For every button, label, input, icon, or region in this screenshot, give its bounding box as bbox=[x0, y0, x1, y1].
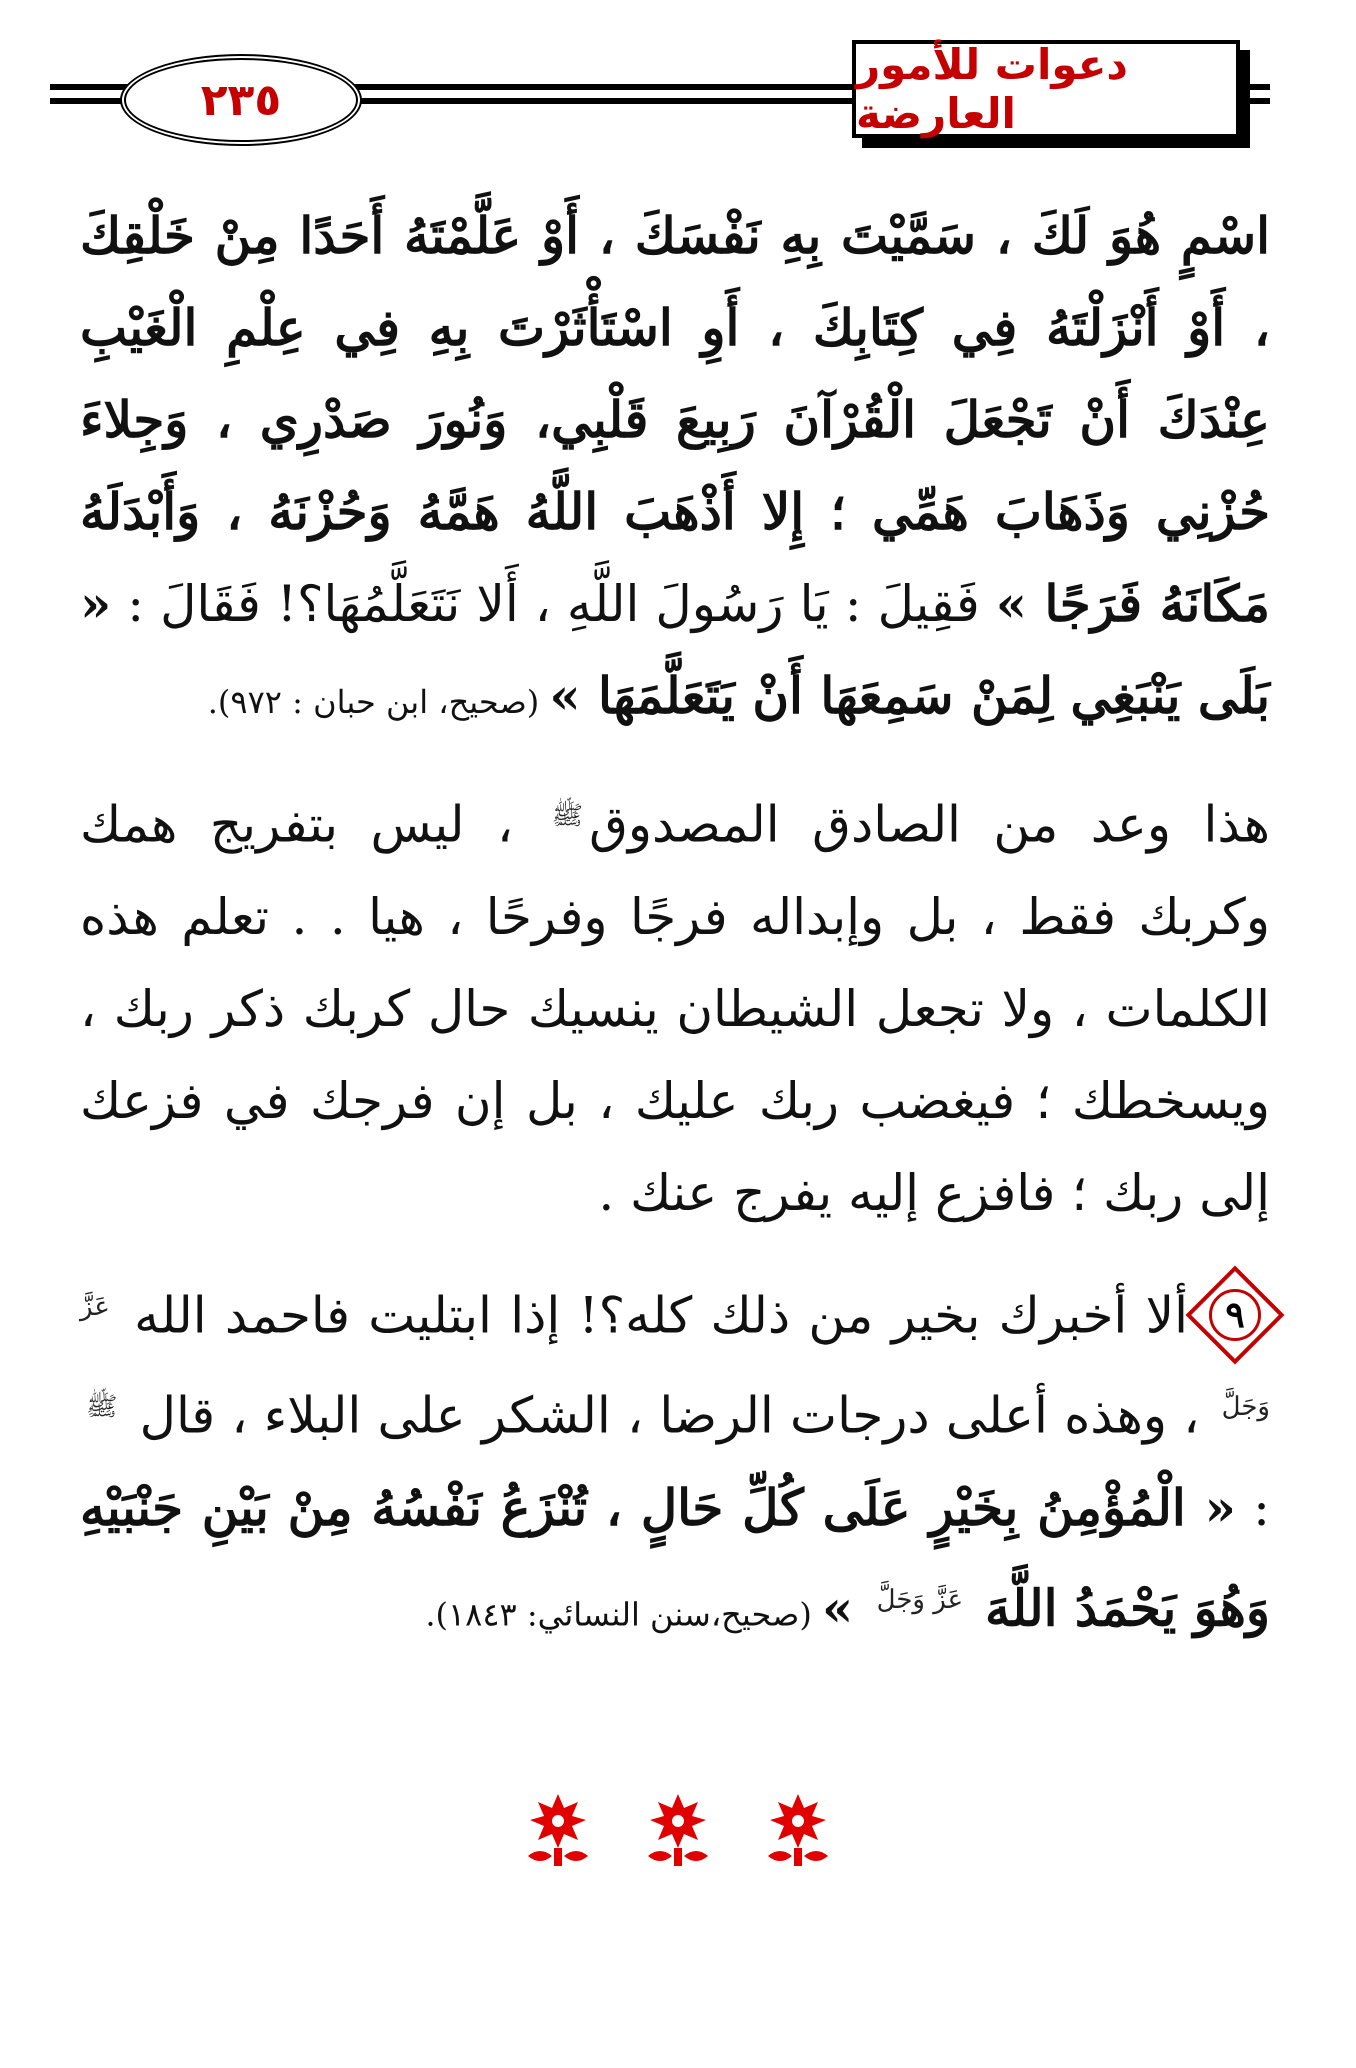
hadith-text: اسْمٍ هُوَ لَكَ ، سَمَّيْتَ بِهِ نَفْسَكَ ، أَوْ عَلَّمْتَهُ أَحَدًا مِنْ خَلْقِكَ ، أَوْ أَنْزَلْتَهُ فِي كِتَابِكَ ، أَوِ اسْتَأْثَرْتَ بِهِ فِي عِلْمِ الْغَيْبِ عِنْدَكَ أَنْ تَجْعَلَ الْقُرْآنَ رَبِيعَ قَلْبِي، وَنُورَ صَدْرِي ، وَجِلاءَ حُزْنِي وَذَهَابَ هَمِّي ؛ إِلا أَذْهَبَ اللَّهُ هَمَّهُ وَحُزْنَهُ ، وَأَبْدَلَهُ مَكَانَهُ فَرَجًا » bbox=[80, 206, 1270, 633]
point-text-3: : bbox=[1235, 1478, 1270, 1537]
page-header bbox=[50, 40, 1270, 150]
salawat-icon: ﷺ bbox=[551, 801, 584, 831]
point-number-badge bbox=[1186, 1266, 1285, 1365]
paragraph-point-9 bbox=[80, 1261, 1270, 1661]
narration-text: فَقِيلَ : يَا رَسُولَ اللَّهِ ، أَلا نَتَعَلَّمُهَا؟! فَقَالَ : bbox=[111, 575, 996, 633]
page-number-oval bbox=[120, 54, 362, 146]
hadith-close-quote: » bbox=[821, 1578, 871, 1638]
salawat-icon-2: ﷺ bbox=[86, 1392, 118, 1423]
chapter-title: دعوات للأمور العارضة bbox=[856, 40, 1128, 138]
page-number: ٢٣٥ bbox=[200, 74, 282, 126]
hadith-text-3: « الْمُؤْمِنُ بِخَيْرٍ عَلَى كُلِّ حَالٍ ، تُنْزَعُ نَفْسُهُ مِنْ بَيْنِ جَنْبَيْهِ وَهُوَ يَحْمَدُ اللَّهَ bbox=[80, 1477, 1270, 1638]
ornament-row bbox=[0, 1790, 1356, 1870]
citation-2: (صحيح،سنن النسائي: ١٨٤٣). bbox=[425, 1595, 822, 1634]
point-text: ألا أخبرك بخير من ذلك كله؟! إذا ابتليت فاحمد الله bbox=[134, 1286, 1188, 1345]
commentary-text-2: ، ليس بتفريج همك وكربك فقط ، بل وإبداله فرجًا وفرحًا ، هيا . . تعلم هذه الكلمات ، ولا تجعل الشيطان ينسيك حال كربك ذكر ربك ، ويسخطك ؛ فيغضب ربك عليك ، بل إن فرجك في فزعك إلى ربك ؛ فافزع إليه يفرج عنك . bbox=[80, 795, 1270, 1222]
floral-ornament-icon bbox=[520, 1790, 596, 1870]
commentary-text: هذا وعد من الصادق المصدوق bbox=[589, 795, 1270, 854]
point-number: ٩ bbox=[1209, 1289, 1261, 1341]
citation: (صحيح، ابن حبان : ٩٧٢). bbox=[207, 683, 550, 721]
hadith-text-2: « بَلَى يَنْبَغِي لِمَنْ سَمِعَهَا أَنْ يَتَعَلَّمَهَا » bbox=[80, 574, 1270, 725]
azza-wajal-icon: عَزَّ وَجَلَّ bbox=[80, 1291, 1270, 1423]
point-text-2: ، وهذه أعلى درجات الرضا ، الشكر على البلاء ، قال bbox=[139, 1386, 1216, 1445]
page-body bbox=[80, 190, 1270, 1661]
floral-ornament-icon bbox=[760, 1790, 836, 1870]
floral-ornament-icon bbox=[640, 1790, 716, 1870]
paragraph-commentary bbox=[80, 770, 1270, 1239]
paragraph-hadith-dua bbox=[80, 190, 1270, 748]
chapter-title-box bbox=[852, 40, 1240, 138]
azza-wajal-icon-2: عَزَّ وَجَلَّ bbox=[876, 1584, 964, 1615]
